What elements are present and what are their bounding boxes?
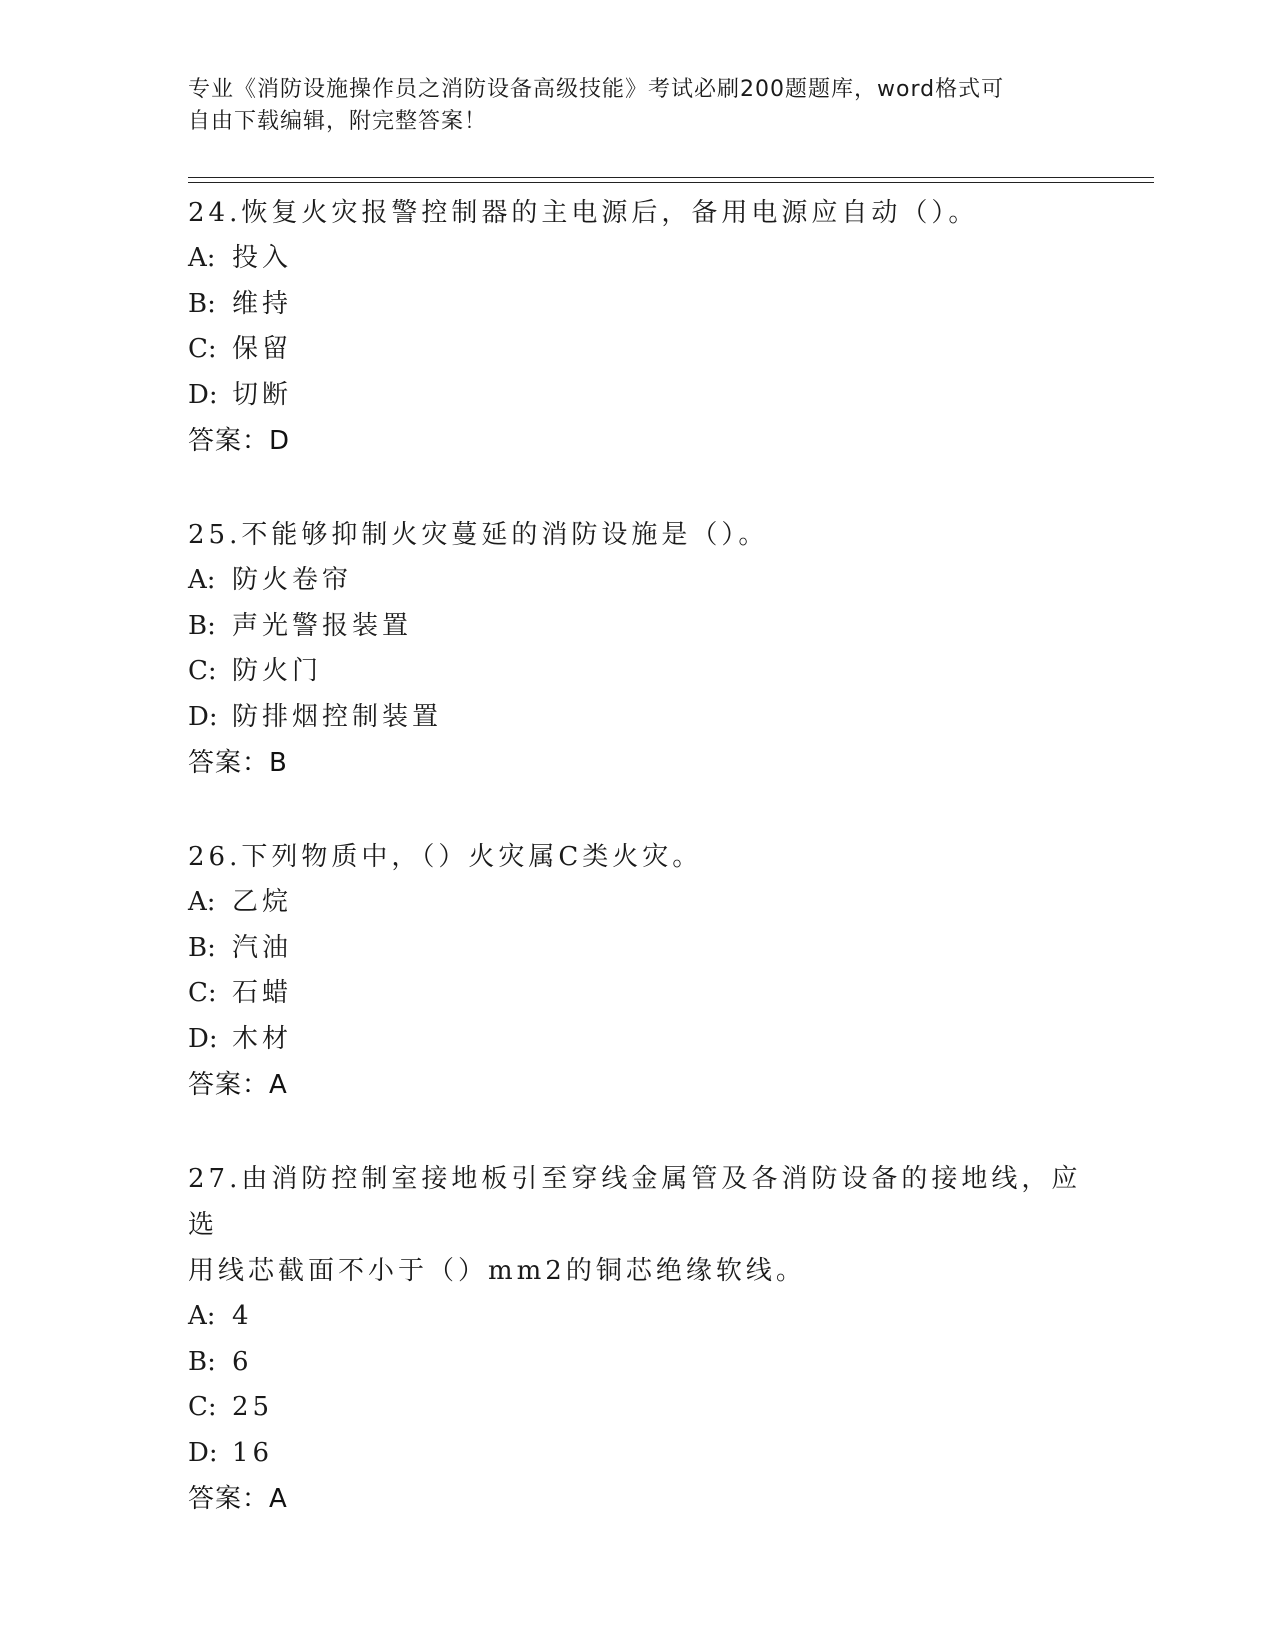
option-a	[188, 1294, 1088, 1340]
option-c	[188, 971, 1088, 1017]
option-key: D:	[188, 379, 218, 410]
option-text: 防排烟控制装置	[232, 701, 443, 732]
option-text: 16	[232, 1437, 274, 1468]
option-key: A:	[188, 1301, 216, 1331]
option-d	[188, 1017, 1088, 1063]
option-key: C:	[188, 656, 217, 686]
question-block	[188, 190, 1088, 464]
option-a	[188, 558, 1088, 604]
answer-line: 答案：A	[188, 1484, 288, 1514]
option-key: A:	[188, 565, 216, 595]
option-c	[188, 327, 1088, 373]
question-stem-line-2: 用线芯截面不小于（）mm2的铜芯绝缘软线。	[188, 1256, 806, 1286]
option-text: 维持	[232, 288, 293, 319]
option-text: 声光警报装置	[232, 610, 413, 641]
option-text: 防火门	[232, 656, 323, 686]
document-header	[188, 74, 1088, 138]
option-text: 25	[232, 1392, 274, 1422]
option-d	[188, 1431, 1088, 1477]
question-stem: 25.不能够抑制火灾蔓延的消防设施是（）。	[188, 520, 769, 550]
option-c	[188, 649, 1088, 695]
option-text: 切断	[232, 379, 293, 410]
question-stem-line-1: 27.由消防控制室接地板引至穿线金属管及各消防设备的接地线，应选	[188, 1164, 1082, 1240]
question-block	[188, 512, 1088, 786]
option-text: 4	[232, 1301, 253, 1331]
option-text: 石蜡	[232, 978, 293, 1008]
header-divider-top	[188, 177, 1154, 178]
answer-line: 答案：D	[188, 426, 291, 456]
option-text: 防火卷帘	[232, 565, 353, 595]
header-line-2: 自由下载编辑，附完整答案！	[188, 109, 488, 134]
option-text: 汽油	[232, 932, 293, 963]
option-text: 木材	[232, 1023, 293, 1054]
question-list	[188, 190, 1088, 1570]
option-c	[188, 1385, 1088, 1431]
option-key: C:	[188, 1392, 217, 1422]
header-divider-bottom	[188, 182, 1154, 183]
answer-line: 答案：B	[188, 748, 288, 778]
option-text: 6	[232, 1346, 253, 1377]
option-d	[188, 373, 1088, 419]
option-d	[188, 695, 1088, 741]
question-block	[188, 834, 1088, 1108]
option-b	[188, 926, 1088, 972]
option-b	[188, 604, 1088, 650]
option-key: B:	[188, 1346, 216, 1377]
option-key: C:	[188, 334, 217, 364]
option-key: D:	[188, 1437, 218, 1468]
option-text: 乙烷	[232, 887, 293, 917]
option-key: C:	[188, 978, 217, 1008]
option-b	[188, 282, 1088, 328]
header-line-1: 专业《消防设施操作员之消防设备高级技能》考试必刷200题题库，word格式可	[188, 77, 1005, 102]
question-stem: 24.恢复火灾报警控制器的主电源后，备用电源应自动（）。	[188, 198, 979, 228]
answer-line: 答案：A	[188, 1070, 288, 1100]
option-text: 保留	[232, 334, 293, 364]
option-key: A:	[188, 887, 216, 917]
option-a	[188, 880, 1088, 926]
option-b	[188, 1340, 1088, 1386]
question-block	[188, 1156, 1088, 1522]
option-key: D:	[188, 1023, 218, 1054]
option-key: A:	[188, 243, 216, 273]
option-key: B:	[188, 932, 216, 963]
option-text: 投入	[232, 243, 293, 273]
option-a	[188, 236, 1088, 282]
option-key: B:	[188, 288, 216, 319]
question-stem: 26.下列物质中，（）火灾属C类火灾。	[188, 842, 703, 872]
option-key: B:	[188, 610, 216, 641]
option-key: D:	[188, 701, 218, 732]
